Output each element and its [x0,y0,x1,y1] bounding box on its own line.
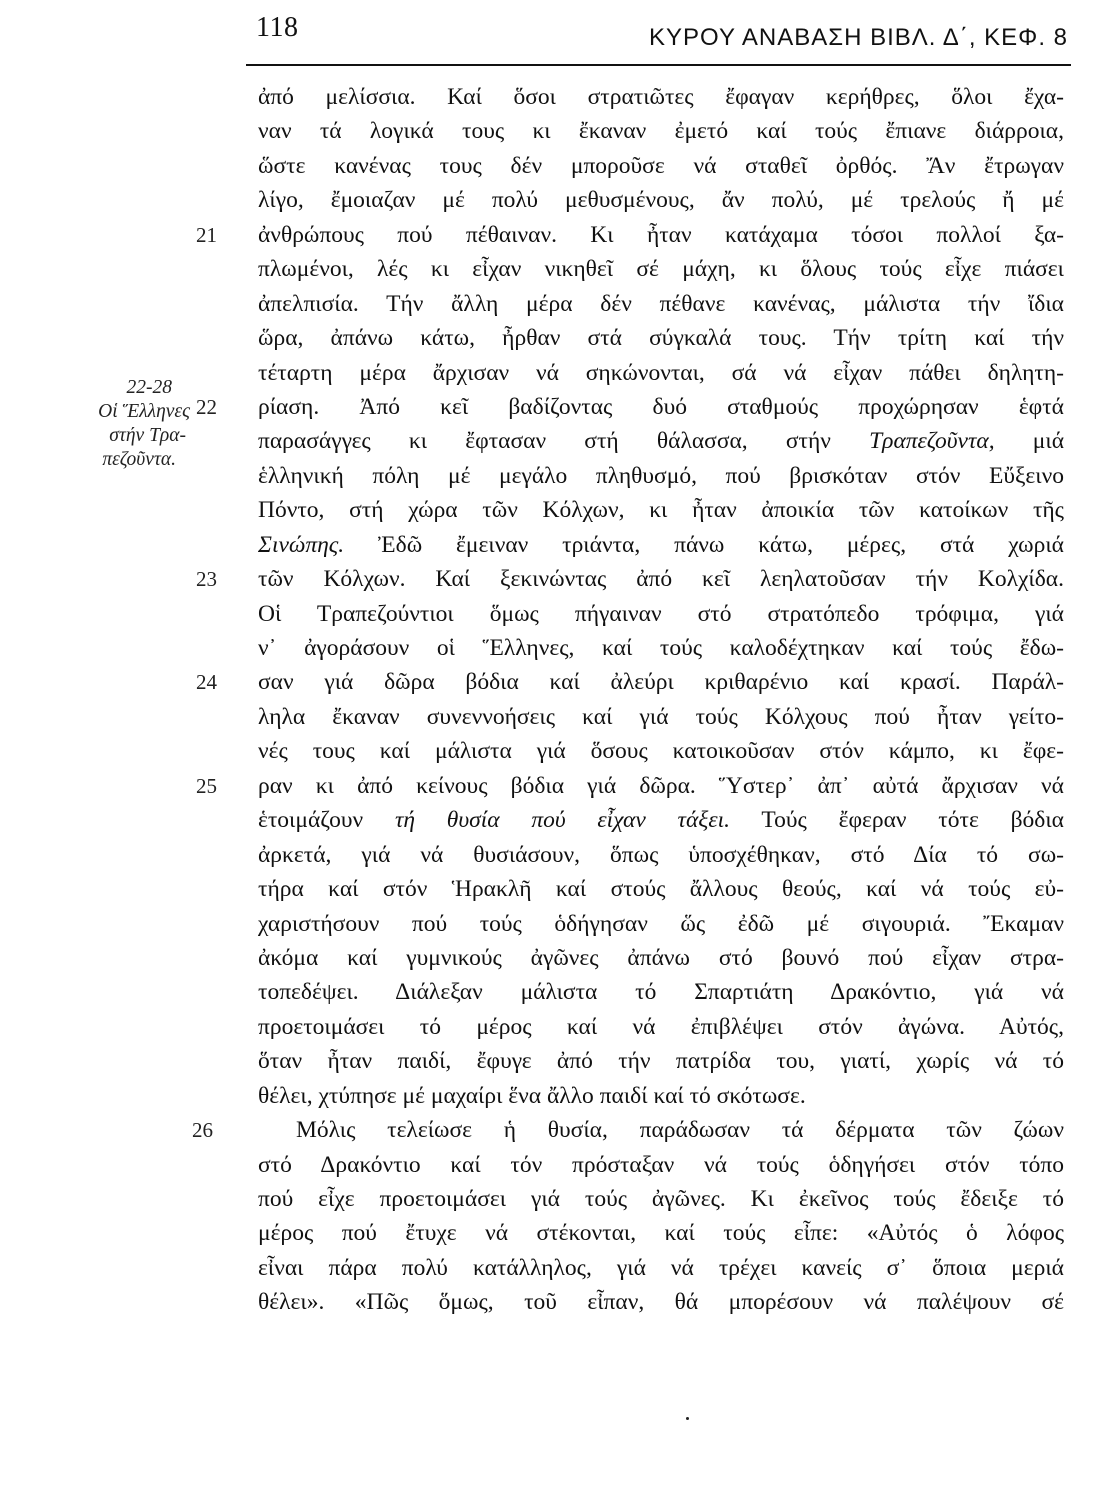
line-text: ἀρκετά, γιά νά θυσιάσουν, ὅπως ὑποσχέθηκαν, στό Δία τό σω- [258,841,1064,868]
italic-text: Τραπεζοῦντα, [869,428,995,455]
text-line [0,1044,1115,1078]
line-text: ν᾿ ἀγοράσουν οἱ Ἕλληνες, καί τούς καλοδέχτηκαν καί τούς ἔδω- [258,635,1064,661]
line-text: θέλει, χτύπησε μέ μαχαίρι ἕνα ἄλλο παιδί καί τό σκότωσε. [258,1082,806,1109]
line-text [258,803,1064,837]
line-text [258,424,1064,458]
text-line [0,1285,1115,1319]
text-segment: Ἐδῶ ἔμειναν τριάντα, πάνω κάτω, μέρες, στά χωριά [344,531,1064,558]
line-text: νές τους καί μάλιστα γιά ὅσους κατοικοῦσαν στόν κάμπο, κι ἔφε- [258,738,1064,765]
section-number: 22 [196,394,217,419]
margin-note-range: 22-28 [126,377,172,398]
line-text [258,528,1064,562]
margin-note-line: στήν Τρα- [109,425,186,446]
line-text: χαριστήσουν πού τούς ὁδήγησαν ὥς ἐδῶ μέ σιγουριά. Ἔκαμαν [258,910,1064,937]
text-line [0,80,1115,114]
margin-note-line: Οἱ Ἕλληνες [98,401,190,422]
line-text: ἀκόμα καί γυμνικούς ἀγῶνες ἀπάνω στό βουνό πού εἶχαν στρα- [258,944,1064,971]
text-line [0,838,1115,872]
line-text: ἀπελπισία. Τήν ἄλλη μέρα δέν πέθανε κανένας, μάλιστα τήν ἴδια [258,290,1064,317]
line-text: ὥρα, ἀπάνω κάτω, ἦρθαν στά σύγκαλά τους. Τήν τρίτη καί τήν [258,325,1064,352]
line-text: ὅταν ἦταν παιδί, ἔφυγε ἀπό τήν πατρίδα του, γιατί, χωρίς νά τό [258,1048,1064,1075]
line-text: Πόντο, στή χώρα τῶν Κόλχων, κι ἦταν ἀποικία τῶν κατοίκων τῆς [258,497,1064,524]
text-line [0,493,1115,527]
scan-speck [686,1417,689,1420]
line-text: ρίαση. Ἀπό κεῖ βαδίζοντας δυό σταθμούς προχώρησαν ἑφτά [258,393,1064,420]
line-text: ἑλληνική πόλη μέ μεγάλο πληθυσμό, πού βρισκόταν στόν Εὔξεινο [258,462,1064,489]
text-line [0,390,1115,424]
section-number: 21 [196,222,217,247]
text-line [0,700,1115,734]
line-text: ὥστε κανένας τους δέν μποροῦσε νά σταθεῖ ὀρθός. Ἄν ἔτρωγαν [258,152,1064,179]
line-text: ναν τά λογικά τους κι ἔκαναν ἐμετό καί τούς ἔπιανε διάρροια, [258,118,1064,145]
text-line [0,803,1115,837]
text-line [0,975,1115,1009]
text-line [0,597,1115,631]
section-number: 26 [192,1118,213,1143]
header-rule [246,64,1071,66]
text-line [0,183,1115,217]
line-text: Οἱ Τραπεζούντιοι ὅμως πήγαιναν στό στρατόπεδο τρόφιμα, γιά [258,600,1064,627]
text-line [0,321,1115,355]
line-text: τήρα καί στόν Ἡρακλῆ καί στούς ἄλλους θεούς, καί νά τούς εὐ- [258,876,1064,903]
text-line [0,665,1115,699]
running-head: ΚΥΡΟΥ ΑΝΑΒΑΣΗ ΒΙΒΛ. Δ΄, ΚΕΦ. 8 [649,24,1068,51]
text-line [0,1010,1115,1044]
text-line [0,631,1115,665]
italic-text: Σινώπης. [258,531,345,558]
line-text: ἀπό μελίσσια. Καί ὅσοι στρατιῶτες ἔφαγαν κερήθρες, ὅλοι ἔχα- [258,84,1064,110]
line-text: ραν κι ἀπό κείνους βόδια γιά δῶρα. Ὕστερ᾿ ἀπ᾿ αὐτά ἄρχισαν νά [258,772,1064,799]
line-text: θέλει». «Πῶς ὅμως, τοῦ εἶπαν, θά μπορέσουν νά παλέψουν σέ [258,1289,1064,1316]
text-segment: παρασάγγες κι ἔφτασαν στή θάλασσα, στήν [258,428,870,455]
line-text: πλωμένοι, λές κι εἶχαν νικηθεῖ σέ μάχη, κι ὅλους τούς εἶχε πιάσει [258,256,1064,283]
line-text: ληλα ἔκαναν συνεννοήσεις καί γιά τούς Κόλχους πού ἦταν γείτο- [258,703,1064,730]
line-text: λίγο, ἔμοιαζαν μέ πολύ μεθυσμένους, ἄν πολύ, μέ τρελούς ἤ μέ [258,187,1064,214]
line-text: μέρος πού ἔτυχε νά στέκονται, καί τούς εἶπε: «Αὐτός ὁ λόφος [258,1220,1064,1247]
text-line [0,1216,1115,1250]
line-text: ἀνθρώπους πού πέθαιναν. Κι ἦταν κατάχαμα τόσοι πολλοί ξα- [258,221,1064,248]
text-line [0,562,1115,596]
text-line [0,252,1115,286]
line-text: εἶναι πάρα πολύ κατάλληλος, γιά νά τρέχει κανείς σ᾿ ὅποια μεριά [258,1254,1064,1281]
text-line [0,941,1115,975]
text-segment: ἑτοιμάζουν [258,807,395,834]
line-text: πού εἶχε προετοιμάσει γιά τούς ἀγῶνες. Κι ἐκεῖνος τούς ἔδειξε τό [258,1186,1064,1212]
line-text: προετοιμάσει τό μέρος καί νά ἐπιβλέψει στόν ἀγώνα. Αὐτός, [258,1013,1064,1040]
line-text: τῶν Κόλχων. Καί ξεκινώντας ἀπό κεῖ λεηλατοῦσαν τήν Κολχίδα. [258,566,1064,593]
text-line [0,218,1115,252]
text-line [0,114,1115,148]
text-segment: μιά [994,428,1065,455]
section-number: 24 [196,670,217,695]
line-text: τοπεδέψει. Διάλεξαν μάλιστα τό Σπαρτιάτη Δρακόντιο, γιά νά [258,979,1064,1006]
line-text: σαν γιά δῶρα βόδια καί ἀλεύρι κριθαρένιο καί κρασί. Παράλ- [258,669,1064,696]
text-line [0,287,1115,321]
text-line [0,459,1115,493]
section-number: 25 [196,773,217,798]
text-segment: Τούς ἔφεραν τότε βόδια [730,807,1064,834]
line-text: στό Δρακόντιο καί τόν πρόσταξαν νά τούς ὁδηγήσει στόν τόπο [258,1151,1064,1178]
body-text [0,80,1115,1320]
text-line [0,769,1115,803]
page-header [0,0,1115,75]
text-line [0,1251,1115,1285]
text-line [0,424,1115,458]
text-line [0,356,1115,390]
line-text: Μόλις τελείωσε ἡ θυσία, παράδωσαν τά δέρματα τῶν ζώων [296,1117,1064,1144]
section-number: 23 [196,567,217,592]
line-text: τέταρτη μέρα ἄρχισαν νά σηκώνονται, σά νά εἶχαν πάθει δηλητη- [258,359,1064,386]
margin-note-line: πεζοῦντα. [102,449,176,470]
text-line [0,528,1115,562]
text-line [0,1079,1115,1113]
text-line [0,1148,1115,1182]
text-line [0,1182,1115,1216]
text-line [0,734,1115,768]
italic-text: τή θυσία πού εἶχαν τάξει. [394,807,731,834]
text-line [0,872,1115,906]
page-number: 118 [256,12,299,43]
text-line [0,149,1115,183]
text-line [0,1113,1115,1147]
text-line [0,907,1115,941]
